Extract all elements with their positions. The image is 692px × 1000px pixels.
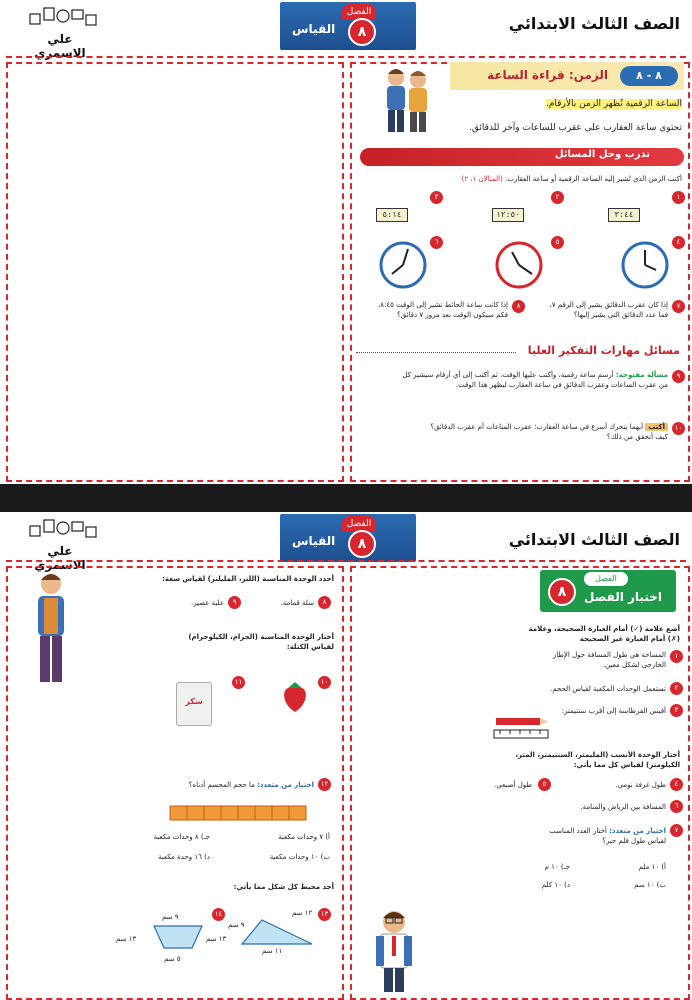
test-title: اختبار الفصل xyxy=(584,590,662,604)
q3-number: ٣ xyxy=(430,191,443,204)
man-illustration xyxy=(28,570,74,688)
chapter-label: الفصل xyxy=(342,516,376,532)
l-mass-instruction: أختار الوحدة المناسبة (الجرام، الكيلوجرام) لقياس الكتلة: xyxy=(188,633,334,651)
r-q7-text: اختيار من متعدد: أختار العدد المناسب لقياس طول قلم حبر؟ xyxy=(549,827,666,845)
r-q5-text: طول أصبعي. xyxy=(494,781,532,789)
r-q3-text: أقيس القرطاسة إلى أقرب سنتيمتر: xyxy=(561,707,666,715)
lesson-code: ٨ - ٨ xyxy=(620,66,678,86)
sugar-label: سكر xyxy=(185,697,203,706)
r-q4-number: ٤ xyxy=(670,778,683,791)
r-q6-text: المسافة بين الرياض والمنامة. xyxy=(580,803,666,811)
triangle-figure xyxy=(238,916,316,948)
chapter-number: ٨ xyxy=(348,530,376,558)
q7-text: إذا كان عقرب الدقائق يشير إلى الرقم ٧، فما عدد الدقائق التي يشير إليها؟ xyxy=(549,301,668,319)
q2-number: ٢ xyxy=(551,191,564,204)
q7-number: ٧ xyxy=(672,300,685,313)
l-q9-text: علبة عصير. xyxy=(190,599,224,607)
chapter-test-badge xyxy=(540,570,676,612)
clock-icon xyxy=(494,240,544,290)
l-q12-text: اختيار من متعدد: ما حجم المجسم أدناه؟ xyxy=(188,781,314,789)
author-name: علي الاسمري xyxy=(34,32,86,60)
r-q7-option-b[interactable]: ب) ١٠ سم xyxy=(634,881,666,889)
q8-number: ٨ xyxy=(512,300,525,313)
digital-clock-1: ٣:٤٤ xyxy=(608,208,640,222)
l-q10-number: ١٠ xyxy=(318,676,331,689)
q4-number: ٤ xyxy=(672,236,685,249)
q6-number: ٦ xyxy=(430,236,443,249)
school-icons-logo xyxy=(28,518,98,540)
chapter-name: القياس xyxy=(292,22,336,36)
q9-text: مسألة مفتوحة: أرسم ساعة رقمية، وأكتب عليها الوقت، ثم أكتب إلى أي أرقام سيشير كل من عقرب الساعات وعقرب الدقائق في ساعة العقارب ليظهر هذا الوقت. xyxy=(402,371,668,389)
author-logo xyxy=(20,6,100,60)
clock-icon xyxy=(620,240,670,290)
l-q12-option-a[interactable]: أ) ٧ وحدات مكعبة xyxy=(278,833,330,841)
trap-side-right: ١٣ سم xyxy=(206,935,227,943)
q1-number: ١ xyxy=(672,191,685,204)
tri-side-c: ١١ سم xyxy=(262,947,283,955)
r-q1-text: المساحة هي طول المسافة حول الإطار الخارجي لشكل معين. xyxy=(552,651,666,669)
r-q2-number: ٢ xyxy=(670,682,683,695)
crayon-ruler-icon xyxy=(490,716,550,740)
l-perimeter-instruction: أجد محيط كل شكل مما يأتي: xyxy=(233,883,334,891)
r-q7-number: ٧ xyxy=(670,824,683,837)
l-q14-number: ١٤ xyxy=(212,908,225,921)
teacher-illustration xyxy=(366,906,422,994)
digital-clock-2: ١٢:٥٠ xyxy=(492,208,524,222)
l-capacity-instruction: أحدد الوحدة المناسبة (اللتر، المليلتر) لقياس سعة: xyxy=(162,575,334,583)
sugar-bag-icon xyxy=(176,682,212,726)
l-q12-option-c[interactable]: جـ) ٨ وحدات مكعبة xyxy=(153,833,210,841)
l-q8-text: سلة قمامة. xyxy=(280,599,314,607)
test-chapter-label: الفصل xyxy=(584,572,628,586)
hots-rule xyxy=(356,352,516,353)
q9-number: ٩ xyxy=(672,370,685,383)
tri-side-a: ١٢ سم xyxy=(292,909,313,917)
digital-clock-3: ٥:١٤ xyxy=(376,208,408,222)
author-name: علي الاسمري xyxy=(34,544,86,572)
intro-line-1: الساعة الرقمية تُظهر الزمن بالأرقام. xyxy=(546,99,682,109)
l-q9-number: ٩ xyxy=(228,596,241,609)
school-icons-logo xyxy=(28,6,98,28)
header-divider xyxy=(6,56,686,58)
r-q7-option-c[interactable]: جـ) ١٠ م xyxy=(544,863,570,871)
chapter-label: الفصل xyxy=(342,4,376,20)
q10-text: أكتب أيهما يتحرك أسرع في ساعة العقارب؛ عقرب الساعات أم عقرب الدقائق؟ كيف أتحقق من ذلك؟ xyxy=(430,423,668,441)
grade-title: الصف الثالث الابتدائي xyxy=(508,14,680,33)
q5-number: ٥ xyxy=(551,236,564,249)
l-q11-number: ١١ xyxy=(232,676,245,689)
l-q12-option-d[interactable]: د) ١٦ وحدة مكعبة xyxy=(158,853,210,861)
hots-title: مسائل مهارات التفكير العليا xyxy=(527,344,680,357)
chapter-number: ٨ xyxy=(348,18,376,46)
trap-side-left: ١٣ سم xyxy=(116,935,137,943)
worksheet-page-1 xyxy=(0,0,692,484)
l-q8-number: ٨ xyxy=(318,596,331,609)
r-q3-number: ٣ xyxy=(670,704,683,717)
trap-side-bottom: ٥ سم xyxy=(164,955,181,963)
practice-bar: تدرب وحل المسائل xyxy=(360,148,684,166)
grade-title: الصف الثالث الابتدائي xyxy=(508,530,680,549)
strawberry-icon xyxy=(280,680,310,714)
l-q13-number: ١٣ xyxy=(318,908,331,921)
lesson-title: الزمن: قراءة الساعة xyxy=(487,68,608,82)
clock-icon xyxy=(378,240,428,290)
r-q1-number: ١ xyxy=(670,650,683,663)
instruction: أكتب الزمن الذي تُشير إليه الساعة الرقمية أو ساعة العقارب: (المثالان ١، ٢) xyxy=(461,175,682,183)
chapter-name: القياس xyxy=(292,534,336,548)
blank-answer-box xyxy=(6,62,344,482)
page-separator xyxy=(0,484,692,512)
chapter-banner xyxy=(280,514,416,562)
test-chapter-number: ٨ xyxy=(548,578,576,606)
chapter-banner xyxy=(280,2,416,50)
r-q2-text: تستعمل الوحدات المكعبة لقياس الحجم. xyxy=(550,685,666,693)
tri-side-b: ٩ سم xyxy=(228,921,245,929)
unit-instruction: أختار الوحدة الأنسب (المليمتر، السنتيمتر، المتر، الكيلومتر) لقياس كل مما يأتي: xyxy=(515,751,680,769)
l-q12-option-b[interactable]: ب) ١٠ وحدات مكعبة xyxy=(269,853,330,861)
header-divider xyxy=(6,560,686,562)
author-logo xyxy=(20,518,100,572)
trapezoid-figure xyxy=(150,922,206,952)
intro-line-2: تحتوي ساعة العقارب على عقرب للساعات وآخر للدقائق. xyxy=(469,123,682,133)
trap-side-top: ٩ سم xyxy=(162,913,179,921)
q8-text: إذا كانت ساعة الحائط تشير إلى الوقت ٨:٤٥، فكم سيكون الوقت بعد مرور ٧ دقائق؟ xyxy=(377,301,508,319)
r-q6-number: ٦ xyxy=(670,800,683,813)
tf-instruction: أضع علامة (✓) أمام العبارة الصحيحة، وعلامة (✗) أمام العبارة غير الصحيحة xyxy=(528,625,680,643)
lesson-title-bar xyxy=(450,62,684,90)
q10-number: ١٠ xyxy=(672,422,685,435)
r-q5-number: ٥ xyxy=(538,778,551,791)
r-q7-option-a[interactable]: أ) ١٠ ملم xyxy=(638,863,666,871)
r-q7-option-d[interactable]: د) ١٠ كلم xyxy=(541,881,570,889)
r-q4-text: طول غرفة نومي. xyxy=(615,781,666,789)
unit-cubes-figure xyxy=(168,802,308,822)
l-q12-number: ١٢ xyxy=(318,778,331,791)
